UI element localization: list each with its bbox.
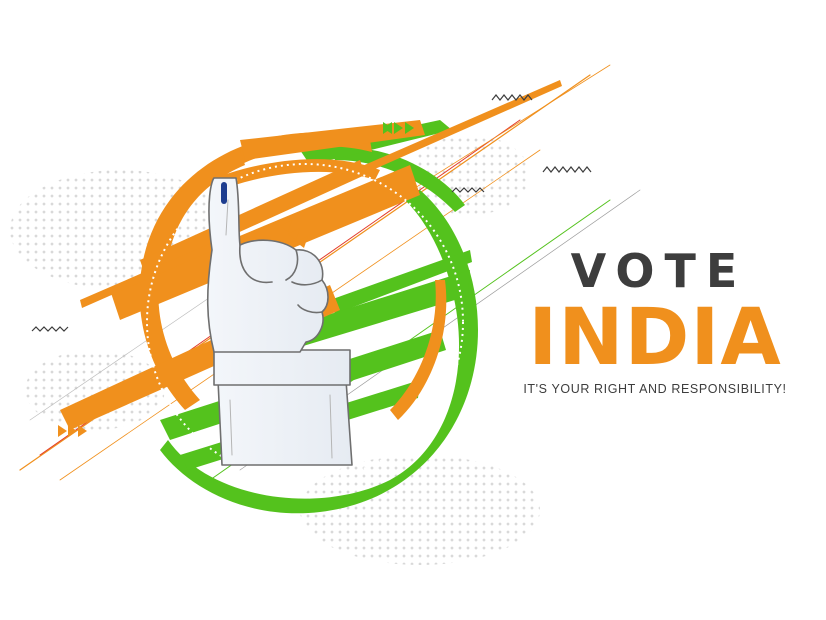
- india-word: INDIA: [528, 293, 782, 383]
- ink-mark-icon: [221, 182, 227, 204]
- vote-word: VOTE: [570, 244, 748, 298]
- tagline: IT'S YOUR RIGHT AND RESPONSIBILITY!: [523, 382, 787, 396]
- headline: [500, 244, 810, 396]
